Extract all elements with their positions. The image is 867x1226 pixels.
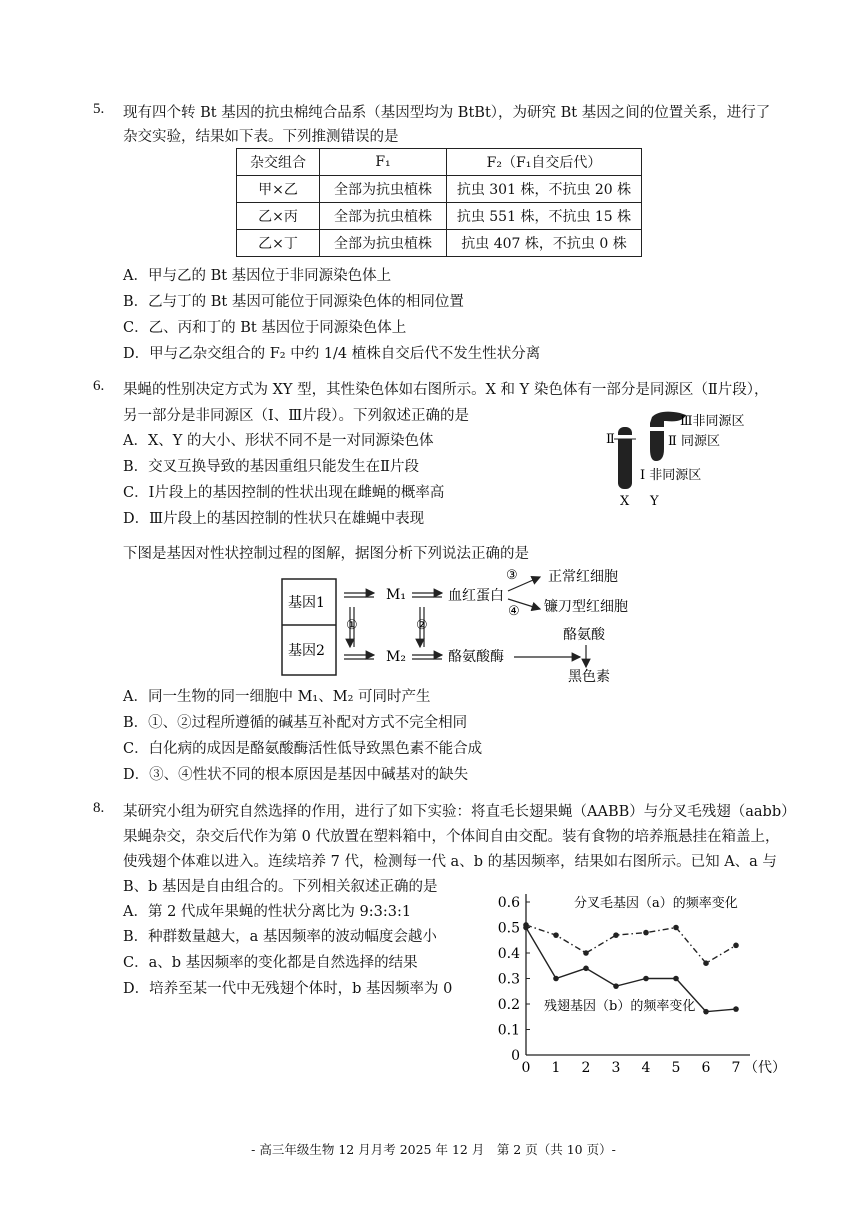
label-II-left: Ⅱ — [606, 432, 615, 447]
sickle-rbc-label: 镰刀型红细胞 — [544, 599, 628, 615]
series-b-point — [613, 983, 619, 989]
x-tick-label: 0 — [521, 1060, 531, 1076]
xy-chromosome-figure — [600, 405, 760, 515]
label-region-II: Ⅱ 同源区 — [668, 434, 720, 449]
m2-label: M₂ — [386, 649, 406, 665]
series-b-point — [643, 976, 649, 982]
y-tick-label: 0.2 — [497, 997, 520, 1013]
arrow-gene1-m1 — [344, 593, 374, 597]
label-x: X — [620, 494, 630, 509]
circle-1: ① — [346, 618, 358, 633]
gene-expression-diagram — [278, 563, 648, 685]
table-header: F₂（F₁自交后代） — [447, 149, 642, 176]
table-row — [237, 176, 642, 203]
table-header: F₁ — [320, 149, 447, 176]
q8-number: 8. — [93, 800, 105, 816]
page-footer: - 高三年级生物 12 月月考 2025 年 12 月 第 2 页（共 10 页）- — [251, 1142, 616, 1157]
table-cell: 全部为抗虫植株 — [320, 230, 447, 257]
circle-3: ③ — [506, 568, 518, 583]
arrow-m1-hb — [412, 593, 442, 597]
circle-4: ④ — [508, 604, 520, 619]
series-a-point — [613, 932, 619, 938]
series-a-point — [583, 950, 589, 956]
table-cell: 全部为抗虫植株 — [320, 203, 447, 230]
y-tick-label: 0.1 — [497, 1022, 520, 1039]
x-tick-label: 4 — [641, 1060, 651, 1076]
normal-rbc-label: 正常红细胞 — [548, 569, 618, 585]
tyrosine-label: 酪氨酸 — [563, 627, 605, 643]
q7-option-d: D．③、④性状不同的根本原因是基因中碱基对的缺失 — [123, 767, 469, 783]
label-y: Y — [650, 494, 659, 509]
q5-option-a: A．甲与乙的 Bt 基因位于非同源染色体上 — [123, 268, 392, 284]
cross-table — [236, 148, 642, 257]
q7-option-c: C．白化病的成因是酪氨酸酶活性低导致黑色素不能合成 — [123, 741, 483, 757]
table-cell: 乙×丁 — [237, 230, 320, 257]
gene2-label: 基因2 — [288, 643, 325, 659]
y-tick-label: 0.4 — [497, 946, 520, 962]
q8-stem-line1: 某研究小组为研究自然选择的作用，进行了如下实验：将直毛长翅果蝇（AABB）与分叉毛残翅（aabb） — [123, 804, 796, 820]
q5-stem-line2: 杂交实验，结果如下表。下列推测错误的是 — [123, 129, 399, 145]
melanin-label: 黑色素 — [568, 669, 610, 685]
series-b-point — [523, 925, 529, 931]
table-header-row — [237, 149, 642, 176]
series-a-point — [733, 943, 739, 949]
x-tick-label: 5 — [671, 1060, 681, 1076]
series-b-legend: 残翅基因（b）的频率变化 — [544, 999, 696, 1014]
q5-option-b: B．乙与丁的 Bt 基因可能位于同源染色体的相同位置 — [123, 294, 464, 310]
x-axis-label: （代） — [744, 1060, 786, 1076]
series-a-point — [643, 930, 649, 936]
q8-stem-line4: B、b 基因是自由组合的。下列相关叙述正确的是 — [123, 879, 438, 895]
series-a-line — [526, 925, 736, 963]
y-tick-label: 0 — [511, 1048, 520, 1064]
q5-option-c: C．乙、丙和丁的 Bt 基因位于同源染色体上 — [123, 320, 407, 336]
q5-stem-line1: 现有四个转 Bt 基因的抗虫棉纯合品系（基因型均为 BtBt），为研究 Bt 基因之间的位置关系，进行了 — [123, 105, 771, 121]
table-row — [237, 230, 642, 257]
y-tick-label: 0.3 — [497, 971, 520, 988]
x-tick-label: 6 — [701, 1060, 711, 1076]
table-cell: 乙×丙 — [237, 203, 320, 230]
q7-stem: 下图是基因对性状控制过程的图解，据图分析下列说法正确的是 — [123, 546, 529, 562]
series-a-point — [553, 932, 559, 938]
q6-number: 6. — [93, 378, 105, 394]
series-b-point — [673, 976, 679, 982]
gene-frequency-chart — [490, 885, 790, 1080]
q5-option-d: D．甲与乙杂交组合的 F₂ 中约 1/4 植株自交后代不发生性状分离 — [123, 346, 541, 362]
table-header: 杂交组合 — [237, 149, 320, 176]
gene-box — [282, 579, 336, 675]
table-row — [237, 203, 642, 230]
table-cell: 全部为抗虫植株 — [320, 176, 447, 203]
arrow-m2-enzyme — [412, 655, 442, 659]
series-b-point — [583, 966, 589, 972]
circle-2: ② — [416, 618, 428, 633]
y-tick-label: 0.5 — [497, 920, 520, 937]
x-tick-label: 7 — [731, 1060, 741, 1076]
series-a-point — [703, 960, 709, 966]
hemoglobin-label: 血红蛋白 — [448, 588, 504, 604]
q8-option-a: A．第 2 代成年果蝇的性状分离比为 9:3:3:1 — [123, 904, 412, 920]
enzyme-label: 酪氨酸酶 — [448, 649, 504, 665]
x-tick-label: 1 — [551, 1060, 561, 1076]
table-cell: 抗虫 301 株，不抗虫 20 株 — [447, 176, 642, 203]
x-chromosome-band — [618, 435, 632, 439]
series-b-point — [703, 1009, 709, 1015]
q8-option-d: D．培养至某一代中无残翅个体时，b 基因频率为 0 — [123, 981, 453, 997]
series-a-legend: 分叉毛基因（a）的频率变化 — [574, 896, 738, 911]
series-b-point — [553, 976, 559, 982]
q6-stem-line1: 果蝇的性别决定方式为 XY 型，其性染色体如右图所示。X 和 Y 染色体有一部分是同源区（Ⅱ片段）， — [123, 382, 769, 398]
y-tick-label: 0.6 — [497, 895, 520, 911]
table-cell: 抗虫 551 株，不抗虫 15 株 — [447, 203, 642, 230]
q8-stem-line3: 使残翅个体难以进入。连续培养 7 代，检测每一代 a、b 的基因频率，结果如右图所示。已知 A、a 与 — [123, 854, 777, 870]
q6-option-c: C．Ⅰ片段上的基因控制的性状出现在雌蝇的概率高 — [123, 485, 445, 501]
gene1-label: 基因1 — [288, 595, 325, 611]
x-tick-label: 3 — [611, 1060, 621, 1076]
q6-option-b: B．交叉互换导致的基因重组只能发生在Ⅱ片段 — [123, 459, 420, 475]
label-region-III: Ⅲ非同源区 — [680, 414, 745, 429]
q8-option-b: B．种群数量越大，a 基因频率的波动幅度会越小 — [123, 929, 437, 945]
q7-option-b: B．①、②过程所遵循的碱基互补配对方式不完全相同 — [123, 715, 468, 731]
m1-label: M₁ — [386, 587, 406, 603]
table-cell: 甲×乙 — [237, 176, 320, 203]
label-region-I: Ⅰ 非同源区 — [640, 468, 702, 483]
series-b-point — [733, 1006, 739, 1012]
q8-option-c: C．a、b 基因频率的变化都是自然选择的结果 — [123, 955, 418, 971]
x-tick-label: 2 — [581, 1060, 591, 1076]
table-cell: 抗虫 407 株，不抗虫 0 株 — [447, 230, 642, 257]
q7-option-a: A．同一生物的同一细胞中 M₁、M₂ 可同时产生 — [123, 689, 431, 705]
q8-stem-line2: 果蝇杂交，杂交后代作为第 0 代放置在塑料箱中，个体间自由交配。装有食物的培养瓶悬挂在箱盖上， — [123, 829, 780, 845]
q5-number: 5. — [93, 101, 105, 117]
series-a-point — [673, 925, 679, 931]
q6-option-d: D．Ⅲ片段上的基因控制的性状只在雄蝇中表现 — [123, 511, 425, 527]
q6-option-a: A．X、Y 的大小、形状不同不是一对同源染色体 — [123, 433, 434, 449]
q6-stem-line2: 另一部分是非同源区（Ⅰ、Ⅲ片段）。下列叙述正确的是 — [123, 408, 469, 424]
arrow-gene2-m2 — [344, 655, 374, 659]
y-chromosome-band — [650, 427, 664, 431]
